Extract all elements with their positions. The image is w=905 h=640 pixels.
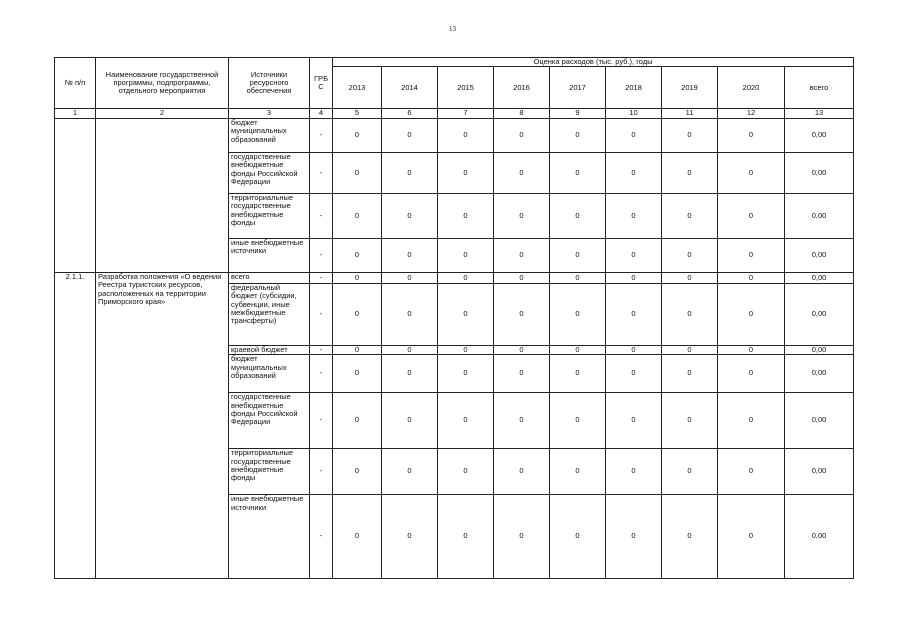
value-cell: 0: [382, 283, 438, 345]
value-cell: 0: [382, 152, 438, 193]
value-cell: 0: [550, 449, 606, 495]
value-cell: 0: [550, 272, 606, 283]
value-cell: 0: [662, 449, 718, 495]
value-cell: 0: [718, 238, 785, 272]
total-cell: 0,00: [785, 449, 854, 495]
value-cell: 0: [550, 393, 606, 449]
header-year: 2020: [718, 67, 785, 109]
value-cell: 0: [438, 272, 494, 283]
value-cell: 0: [662, 152, 718, 193]
value-cell: 0: [438, 393, 494, 449]
value-cell: 0: [606, 283, 662, 345]
value-cell: 0: [718, 495, 785, 579]
total-cell: 0,00: [785, 283, 854, 345]
value-cell: 0: [662, 345, 718, 354]
grbs-cell: -: [310, 152, 333, 193]
column-number: 5: [333, 109, 382, 118]
total-cell: 0,00: [785, 193, 854, 238]
header-year: 2019: [662, 67, 718, 109]
value-cell: 0: [550, 193, 606, 238]
total-cell: 0,00: [785, 238, 854, 272]
total-cell: 0,00: [785, 272, 854, 283]
value-cell: 0: [718, 355, 785, 393]
value-cell: 0: [606, 118, 662, 152]
grbs-cell: -: [310, 449, 333, 495]
column-number: 2: [96, 109, 229, 118]
source-cell: всего: [229, 272, 310, 283]
value-cell: 0: [662, 238, 718, 272]
value-cell: 0: [662, 118, 718, 152]
value-cell: 0: [494, 272, 550, 283]
header-estimate: Оценка расходов (тыс. руб.), годы: [333, 58, 854, 67]
source-cell: территориальные государственные внебюджетные фонды: [229, 193, 310, 238]
column-number: 13: [785, 109, 854, 118]
source-cell: территориальные государственные внебюджетные фонды: [229, 449, 310, 495]
grbs-cell: -: [310, 393, 333, 449]
value-cell: 0: [438, 355, 494, 393]
column-number: 10: [606, 109, 662, 118]
value-cell: 0: [382, 118, 438, 152]
value-cell: 0: [606, 495, 662, 579]
value-cell: 0: [494, 393, 550, 449]
value-cell: 0: [494, 449, 550, 495]
value-cell: 0: [718, 118, 785, 152]
header-year: 2014: [382, 67, 438, 109]
header-grbs: ГРБ С: [310, 58, 333, 109]
value-cell: 0: [662, 272, 718, 283]
grbs-cell: -: [310, 272, 333, 283]
source-cell: иные внебюджетные источники: [229, 495, 310, 579]
value-cell: 0: [494, 495, 550, 579]
table-row: [55, 272, 854, 283]
header-name: Наименование государственной программы, подпрограммы, отдельного мероприятия: [96, 58, 229, 109]
value-cell: 0: [438, 449, 494, 495]
value-cell: 0: [662, 393, 718, 449]
column-number: 7: [438, 109, 494, 118]
value-cell: 0: [333, 345, 382, 354]
value-cell: 0: [333, 272, 382, 283]
value-cell: 0: [382, 355, 438, 393]
value-cell: 0: [718, 393, 785, 449]
grbs-cell: -: [310, 238, 333, 272]
value-cell: 0: [494, 345, 550, 354]
value-cell: 0: [438, 345, 494, 354]
value-cell: 0: [333, 393, 382, 449]
value-cell: 0: [718, 449, 785, 495]
budget-table: [54, 57, 854, 579]
value-cell: 0: [550, 495, 606, 579]
total-cell: 0,00: [785, 495, 854, 579]
item-number: 2.1.1.: [55, 272, 96, 578]
column-number: 4: [310, 109, 333, 118]
grbs-cell: -: [310, 193, 333, 238]
column-number: 1: [55, 109, 96, 118]
value-cell: 0: [494, 238, 550, 272]
grbs-cell: -: [310, 355, 333, 393]
value-cell: 0: [333, 283, 382, 345]
value-cell: 0: [494, 283, 550, 345]
value-cell: 0: [718, 152, 785, 193]
header-source: Источники ресурсного обеспечения: [229, 58, 310, 109]
value-cell: 0: [382, 449, 438, 495]
value-cell: 0: [333, 193, 382, 238]
value-cell: 0: [550, 118, 606, 152]
total-cell: 0,00: [785, 355, 854, 393]
grbs-cell: -: [310, 495, 333, 579]
value-cell: 0: [662, 193, 718, 238]
total-cell: 0,00: [785, 118, 854, 152]
total-cell: 0,00: [785, 345, 854, 354]
source-cell: иные внебюджетные источники: [229, 238, 310, 272]
header-year: 2017: [550, 67, 606, 109]
value-cell: 0: [550, 238, 606, 272]
value-cell: 0: [438, 238, 494, 272]
grbs-cell: -: [310, 118, 333, 152]
value-cell: 0: [382, 272, 438, 283]
continued-name-cell: [96, 118, 229, 272]
value-cell: 0: [550, 152, 606, 193]
source-cell: государственные внебюджетные фонды Российской Федерации: [229, 393, 310, 449]
value-cell: 0: [494, 118, 550, 152]
value-cell: 0: [494, 193, 550, 238]
header-total: всего: [785, 67, 854, 109]
value-cell: 0: [438, 152, 494, 193]
value-cell: 0: [606, 355, 662, 393]
value-cell: 0: [333, 495, 382, 579]
value-cell: 0: [438, 118, 494, 152]
grbs-cell: -: [310, 283, 333, 345]
value-cell: 0: [606, 449, 662, 495]
table-body: [55, 118, 854, 578]
header-num: № п/п: [55, 58, 96, 109]
continued-num-cell: [55, 118, 96, 272]
total-cell: 0,00: [785, 393, 854, 449]
total-cell: 0,00: [785, 152, 854, 193]
source-cell: бюджет муниципальных образований: [229, 355, 310, 393]
value-cell: 0: [718, 283, 785, 345]
value-cell: 0: [438, 283, 494, 345]
value-cell: 0: [718, 345, 785, 354]
value-cell: 0: [662, 355, 718, 393]
value-cell: 0: [438, 495, 494, 579]
value-cell: 0: [550, 283, 606, 345]
value-cell: 0: [494, 355, 550, 393]
column-number: 8: [494, 109, 550, 118]
value-cell: 0: [382, 238, 438, 272]
value-cell: 0: [382, 393, 438, 449]
value-cell: 0: [382, 345, 438, 354]
value-cell: 0: [662, 495, 718, 579]
item-name: Разработка положения «О ведении Реестра туристских ресурсов, расположенных на территории Приморского края»: [96, 272, 229, 578]
value-cell: 0: [550, 355, 606, 393]
source-cell: федеральный бюджет (субсидии, субвенции, иные межбюджетные трансферты): [229, 283, 310, 345]
column-number: 6: [382, 109, 438, 118]
table-row: [55, 118, 854, 152]
value-cell: 0: [333, 355, 382, 393]
source-cell: краевой бюджет: [229, 345, 310, 354]
header-year: 2013: [333, 67, 382, 109]
value-cell: 0: [718, 193, 785, 238]
value-cell: 0: [550, 345, 606, 354]
value-cell: 0: [606, 345, 662, 354]
value-cell: 0: [333, 238, 382, 272]
value-cell: 0: [662, 283, 718, 345]
header-year: 2016: [494, 67, 550, 109]
header-year: 2018: [606, 67, 662, 109]
value-cell: 0: [333, 152, 382, 193]
value-cell: 0: [606, 152, 662, 193]
value-cell: 0: [494, 152, 550, 193]
column-number: 3: [229, 109, 310, 118]
page-number: 13: [449, 25, 456, 33]
grbs-cell: -: [310, 345, 333, 354]
value-cell: 0: [333, 118, 382, 152]
value-cell: 0: [382, 193, 438, 238]
column-number: 12: [718, 109, 785, 118]
value-cell: 0: [606, 272, 662, 283]
header-year: 2015: [438, 67, 494, 109]
source-cell: бюджет муниципальных образований: [229, 118, 310, 152]
column-number: 9: [550, 109, 606, 118]
value-cell: 0: [606, 238, 662, 272]
column-number-row: [55, 109, 854, 118]
value-cell: 0: [606, 393, 662, 449]
value-cell: 0: [718, 272, 785, 283]
value-cell: 0: [606, 193, 662, 238]
source-cell: государственные внебюджетные фонды Российской Федерации: [229, 152, 310, 193]
value-cell: 0: [333, 449, 382, 495]
column-number: 11: [662, 109, 718, 118]
value-cell: 0: [438, 193, 494, 238]
value-cell: 0: [382, 495, 438, 579]
